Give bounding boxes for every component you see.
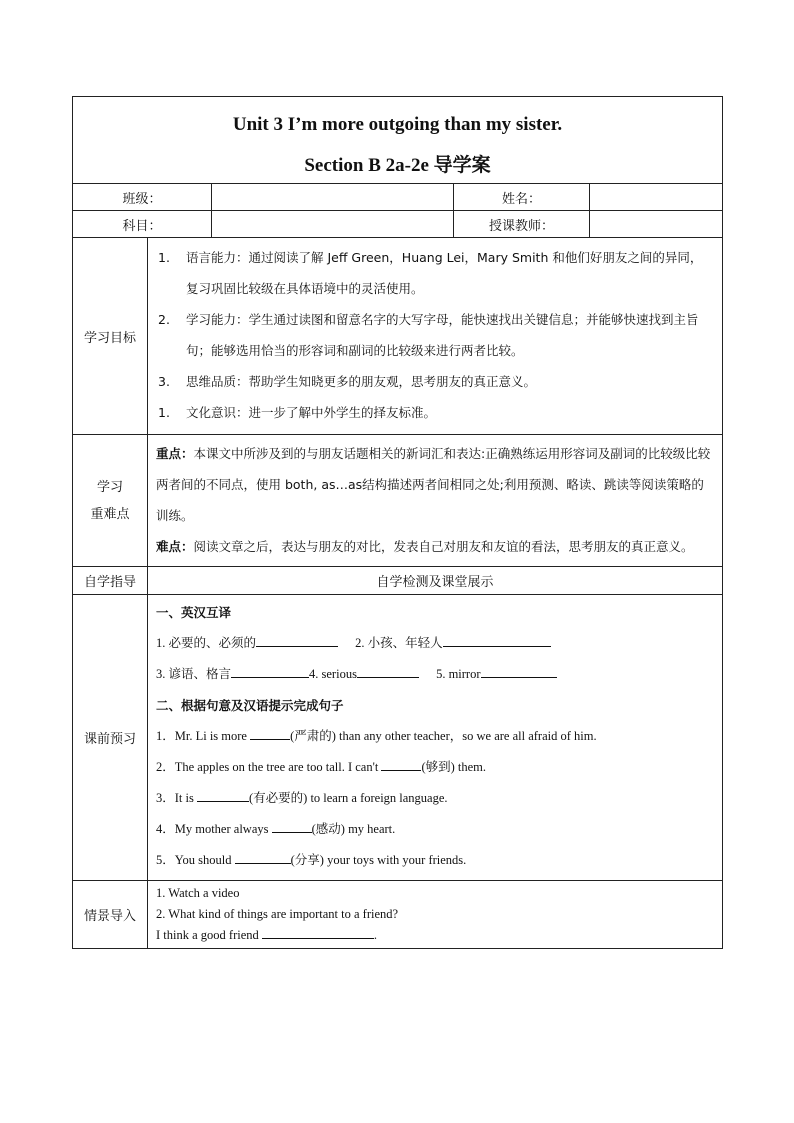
key-points-label-line1: 学习 <box>96 479 123 495</box>
objective-number: 2. <box>158 312 170 327</box>
objective-item <box>156 397 714 428</box>
page-title: Unit 3 I’m more outgoing than my sister. <box>232 113 563 135</box>
situation-line: 1. Watch a video <box>156 886 240 900</box>
translation-prompt: 1. 必要的、必须的 <box>156 636 257 650</box>
sentence-text: to learn a foreign language. <box>307 791 448 805</box>
teacher-label: 授课教师： <box>454 211 590 238</box>
focus-text: 本课文中所涉及到的与朋友话题相关的新词汇和表达:正确熟练运用形容词及副词的比较级比较两者间的不同点，使用 both, as…as结构描述两者间相同之处;利用预测、略读、跳读等阅读策略的训练。 <box>156 446 711 523</box>
answer-blank[interactable] <box>481 665 557 678</box>
worksheet <box>72 96 722 949</box>
title-cell <box>73 97 723 184</box>
teacher-field[interactable] <box>590 211 723 238</box>
sentence-text: 4．My mother always <box>156 822 272 836</box>
sentence-row <box>156 783 714 814</box>
preview-content <box>148 595 723 881</box>
sentence-hint: (感动) <box>311 822 345 836</box>
key-points-label-line2: 重难点 <box>90 506 130 522</box>
objective-item <box>156 304 714 366</box>
objectives-content <box>148 238 723 435</box>
difficulty-text: 阅读文章之后，表达与朋友的对比，发表自己对朋友和友谊的看法，思考朋友的真正意义。 <box>193 539 694 554</box>
objectives-label: 学习目标 <box>73 238 148 435</box>
page-subtitle: Section B 2a-2e 导学案 <box>304 154 491 176</box>
answer-blank[interactable] <box>231 665 309 678</box>
class-field[interactable] <box>212 184 454 211</box>
objective-number: 3. <box>158 374 170 389</box>
sentence-text: my heart. <box>344 822 396 836</box>
translation-prompt: 3. 谚语、格言 <box>156 667 232 681</box>
sentence-row <box>156 721 714 752</box>
sentence-text: 2．The apples on the tree are too tall. I can't <box>156 760 382 774</box>
objective-number: 1. <box>158 250 170 265</box>
preview-label: 课前预习 <box>73 595 148 881</box>
sentence-hint: (分享) <box>290 853 324 867</box>
sentence-text: 3．It is <box>156 791 197 805</box>
sentence-hint: (有必要的) <box>248 791 308 805</box>
answer-blank[interactable] <box>381 758 421 771</box>
focus-label: 重点： <box>156 446 194 461</box>
sentence-text: them. <box>454 760 487 774</box>
self-study-guide-label: 自学指导 <box>73 567 148 595</box>
name-field[interactable] <box>590 184 723 211</box>
key-points-label <box>73 435 148 567</box>
objective-number: 1. <box>158 405 170 420</box>
situation-content <box>148 881 723 949</box>
sentence-row <box>156 814 714 845</box>
answer-blank[interactable] <box>197 789 249 802</box>
difficulty-paragraph <box>156 531 714 562</box>
situation-line <box>156 925 714 946</box>
answer-blank[interactable] <box>235 851 291 864</box>
translation-prompt: 4. serious <box>309 667 357 681</box>
objective-text: 思维品质：帮助学生知晓更多的朋友观，思考朋友的真正意义。 <box>186 374 537 389</box>
sentence-text: 1．Mr. Li is more <box>156 729 251 743</box>
situation-text: I think a good friend <box>156 928 262 942</box>
sentence-hint: (严肃的) <box>290 729 336 743</box>
objective-item <box>156 366 714 397</box>
answer-blank[interactable] <box>357 665 419 678</box>
worksheet-table <box>72 96 723 949</box>
name-label: 姓名： <box>454 184 590 211</box>
objective-text: 语言能力：通过阅读了解 Jeff Green，Huang Lei，Mary Smith 和他们好朋友之间的异同，复习巩固比较级在具体语境中的灵活使用。 <box>186 250 703 296</box>
focus-paragraph <box>156 438 714 531</box>
sentence-row <box>156 845 714 876</box>
translation-row <box>156 628 714 659</box>
answer-blank[interactable] <box>272 820 312 833</box>
translation-row <box>156 659 714 690</box>
self-check-heading: 自学检测及课堂展示 <box>148 567 723 595</box>
objective-text: 文化意识：进一步了解中外学生的择友标准。 <box>186 405 437 420</box>
class-label: 班级： <box>73 184 212 211</box>
sentence-text: than any other teacher，so we are all afraid of him. <box>335 729 597 743</box>
answer-blank[interactable] <box>262 926 374 939</box>
sentence-text: 5．You should <box>156 853 235 867</box>
section-heading: 一、英汉互译 <box>156 605 232 620</box>
situation-text: . <box>373 928 378 942</box>
answer-blank[interactable] <box>250 727 290 740</box>
objective-item <box>156 242 714 304</box>
subject-field[interactable] <box>212 211 454 238</box>
translation-prompt: 2. 小孩、年轻人 <box>355 636 443 650</box>
sentence-row <box>156 752 714 783</box>
situation-line: 2. What kind of things are important to a friend? <box>156 907 399 921</box>
situation-label: 情景导入 <box>73 881 148 949</box>
sentence-hint: (够到) <box>421 760 455 774</box>
subject-label: 科目： <box>73 211 212 238</box>
section-heading: 二、根据句意及汉语提示完成句子 <box>156 698 344 713</box>
sentence-text: your toys with your friends. <box>323 853 467 867</box>
answer-blank[interactable] <box>256 634 338 647</box>
answer-blank[interactable] <box>443 634 551 647</box>
translation-prompt: 5. mirror <box>436 667 481 681</box>
objective-text: 学习能力：学生通过读图和留意名字的大写字母，能快速找出关键信息；并能够快速找到主旨句；能够选用恰当的形容词和副词的比较级来进行两者比较。 <box>186 312 699 358</box>
difficulty-label: 难点： <box>156 539 194 554</box>
key-points-content <box>148 435 723 567</box>
